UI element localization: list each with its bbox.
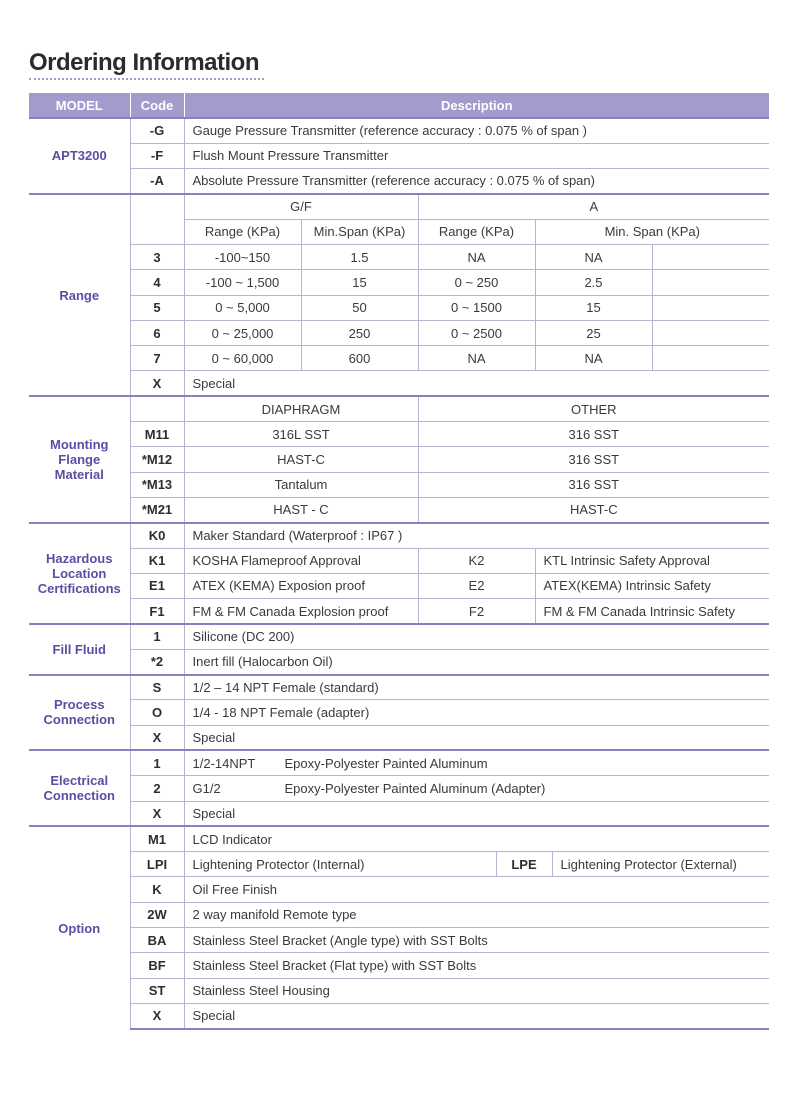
empty-cell [652, 295, 769, 320]
table-row [29, 978, 769, 1003]
code-cell: LPI [130, 852, 184, 877]
code-cell: *2 [130, 649, 184, 674]
code-cell: O [130, 700, 184, 725]
description-cell-secondary: Lightening Protector (External) [560, 856, 737, 872]
section-label-range: Range [29, 194, 130, 396]
minspan-value-a: 25 [535, 320, 652, 345]
code-cell: 7 [130, 346, 184, 371]
table-row [29, 852, 769, 877]
description-cell [184, 776, 769, 801]
range-value-a: 0 ~ 2500 [418, 320, 535, 345]
table-row [29, 295, 769, 320]
description-cell: Flush Mount Pressure Transmitter [184, 143, 769, 168]
table-row [29, 675, 769, 700]
description-cell: KOSHA Flameproof Approval [184, 548, 418, 573]
housing-spec: Epoxy-Polyester Painted Aluminum [284, 755, 488, 771]
other-value: 316 SST [418, 422, 769, 447]
table-row [29, 776, 769, 801]
code-cell: *M21 [130, 497, 184, 522]
description-cell: Silicone (DC 200) [184, 624, 769, 649]
other-value: HAST-C [418, 497, 769, 522]
table-row [29, 573, 769, 598]
minspan-value-a: NA [535, 244, 652, 269]
minspan-value-a: 15 [535, 295, 652, 320]
code-cell: 2 [130, 776, 184, 801]
header-code: Code [130, 93, 184, 118]
table-row [29, 320, 769, 345]
table-row [29, 422, 769, 447]
table-row [29, 523, 769, 548]
housing-spec: Epoxy-Polyester Painted Aluminum (Adapter) [284, 780, 546, 796]
code-cell: BF [130, 953, 184, 978]
table-row [29, 928, 769, 953]
range-group-gf: G/F [184, 194, 418, 219]
diaphragm-value: HAST-C [184, 447, 418, 472]
code-cell: -G [130, 118, 184, 143]
table-row [29, 143, 769, 168]
table-row [29, 826, 769, 851]
ordering-table [29, 93, 769, 1030]
description-cell: Special [184, 801, 769, 826]
description-cell: 2 way manifold Remote type [184, 902, 769, 927]
description-cell: Special [184, 725, 769, 750]
empty-cell [652, 244, 769, 269]
thread-spec: G1/2 [192, 780, 221, 796]
minspan-value-a: NA [535, 346, 652, 371]
description-cell: Oil Free Finish [184, 877, 769, 902]
description-cell: FM & FM Canada Explosion proof [184, 599, 418, 624]
description-cell: Special [184, 371, 769, 396]
title-underline [29, 78, 264, 80]
table-row [29, 877, 769, 902]
section-label-option: Option [29, 826, 130, 1028]
table-row [29, 371, 769, 396]
section-label-flange: Mounting Flange Material [29, 396, 130, 522]
description-cell-secondary: ATEX(KEMA) Intrinsic Safety [535, 573, 769, 598]
code-cell: F1 [130, 599, 184, 624]
description-cell: LCD Indicator [184, 826, 769, 851]
minspan-col-header: Min.Span (KPa) [301, 219, 418, 244]
table-row [29, 801, 769, 826]
code-cell: M1 [130, 826, 184, 851]
code-cell-secondary: K2 [418, 548, 535, 573]
range-value: 0 ~ 60,000 [184, 346, 301, 371]
minspan-value: 1.5 [301, 244, 418, 269]
table-row [29, 700, 769, 725]
minspan-value: 15 [301, 270, 418, 295]
code-cell: *M13 [130, 472, 184, 497]
description-cell: 1/2 – 14 NPT Female (standard) [184, 675, 769, 700]
diaphragm-col-header: DIAPHRAGM [184, 396, 418, 421]
code-cell: -A [130, 169, 184, 194]
range-value-a: 0 ~ 250 [418, 270, 535, 295]
table-row [29, 548, 769, 573]
section-label-fill: Fill Fluid [29, 624, 130, 675]
code-cell: E1 [130, 573, 184, 598]
code-cell: X [130, 725, 184, 750]
other-col-header: OTHER [418, 396, 769, 421]
code-cell: K [130, 877, 184, 902]
range-col-header: Range (KPa) [184, 219, 301, 244]
code-cell-empty [130, 396, 184, 421]
range-col-header-a: Range (KPa) [418, 219, 535, 244]
table-row [29, 902, 769, 927]
description-cell: Maker Standard (Waterproof : IP67 ) [184, 523, 769, 548]
description-cell: Absolute Pressure Transmitter (reference accuracy : 0.075 % of span) [184, 169, 769, 194]
minspan-col-header-a: Min. Span (KPa) [535, 219, 769, 244]
description-cell: Stainless Steel Housing [184, 978, 769, 1003]
description-cell: Gauge Pressure Transmitter (reference accuracy : 0.075 % of span ) [184, 118, 769, 143]
empty-cell [652, 270, 769, 295]
minspan-value: 50 [301, 295, 418, 320]
code-cell: X [130, 371, 184, 396]
table-row [29, 472, 769, 497]
code-cell: 1 [130, 624, 184, 649]
table-row [29, 649, 769, 674]
empty-cell [652, 346, 769, 371]
code-cell-secondary: E2 [418, 573, 535, 598]
description-cell [184, 750, 769, 775]
diaphragm-value: HAST - C [184, 497, 418, 522]
description-cell: Stainless Steel Bracket (Flat type) with SST Bolts [184, 953, 769, 978]
description-cell: 1/4 - 18 NPT Female (adapter) [184, 700, 769, 725]
other-value: 316 SST [418, 472, 769, 497]
code-cell: BA [130, 928, 184, 953]
code-cell: 2W [130, 902, 184, 927]
table-row [29, 346, 769, 371]
code-cell: K0 [130, 523, 184, 548]
description-cell: Lightening Protector (Internal) [192, 856, 365, 872]
section-label-model: APT3200 [29, 118, 130, 194]
table-row [29, 194, 769, 219]
table-row [29, 169, 769, 194]
range-value-a: NA [418, 346, 535, 371]
empty-cell [652, 320, 769, 345]
section-label-electrical: Electrical Connection [29, 750, 130, 826]
range-value-a: NA [418, 244, 535, 269]
description-cell: ATEX (KEMA) Exposion proof [184, 573, 418, 598]
table-row [29, 447, 769, 472]
code-cell: M11 [130, 422, 184, 447]
range-value: 0 ~ 5,000 [184, 295, 301, 320]
description-cell: Stainless Steel Bracket (Angle type) with SST Bolts [184, 928, 769, 953]
code-cell: S [130, 675, 184, 700]
code-cell: X [130, 801, 184, 826]
table-header-row [29, 93, 769, 118]
description-cell: Inert fill (Halocarbon Oil) [184, 649, 769, 674]
table-row [29, 953, 769, 978]
code-cell: ST [130, 978, 184, 1003]
header-description: Description [184, 93, 769, 118]
code-cell-empty [130, 194, 184, 245]
code-cell: K1 [130, 548, 184, 573]
code-cell: 3 [130, 244, 184, 269]
description-cell-secondary: FM & FM Canada Intrinsic Safety [535, 599, 769, 624]
range-value: -100~150 [184, 244, 301, 269]
table-row [29, 244, 769, 269]
table-row [29, 624, 769, 649]
range-group-a: A [418, 194, 769, 219]
code-cell: -F [130, 143, 184, 168]
table-row [29, 497, 769, 522]
minspan-value: 250 [301, 320, 418, 345]
code-cell-secondary: LPE [496, 852, 553, 876]
section-label-hazardous: Hazardous Location Certifications [29, 523, 130, 624]
minspan-value-a: 2.5 [535, 270, 652, 295]
table-row [29, 118, 769, 143]
code-cell: X [130, 1003, 184, 1028]
table-row [29, 750, 769, 775]
range-value: 0 ~ 25,000 [184, 320, 301, 345]
table-row [29, 1003, 769, 1028]
code-cell: 6 [130, 320, 184, 345]
lightening-protector-cell [184, 852, 769, 877]
range-value: -100 ~ 1,500 [184, 270, 301, 295]
table-row [29, 270, 769, 295]
thread-spec: 1/2-14NPT [192, 755, 256, 771]
code-cell: 5 [130, 295, 184, 320]
table-row [29, 599, 769, 624]
other-value: 316 SST [418, 447, 769, 472]
code-cell: 1 [130, 750, 184, 775]
section-label-process: Process Connection [29, 675, 130, 751]
code-cell: *M12 [130, 447, 184, 472]
header-model: MODEL [29, 93, 130, 118]
table-row [29, 725, 769, 750]
table-row [29, 396, 769, 421]
code-cell-secondary: F2 [418, 599, 535, 624]
description-cell: Special [184, 1003, 769, 1028]
diaphragm-value: 316L SST [184, 422, 418, 447]
description-cell-secondary: KTL Intrinsic Safety Approval [535, 548, 769, 573]
code-cell: 4 [130, 270, 184, 295]
range-value-a: 0 ~ 1500 [418, 295, 535, 320]
page-title: Ordering Information [29, 49, 259, 76]
minspan-value: 600 [301, 346, 418, 371]
diaphragm-value: Tantalum [184, 472, 418, 497]
